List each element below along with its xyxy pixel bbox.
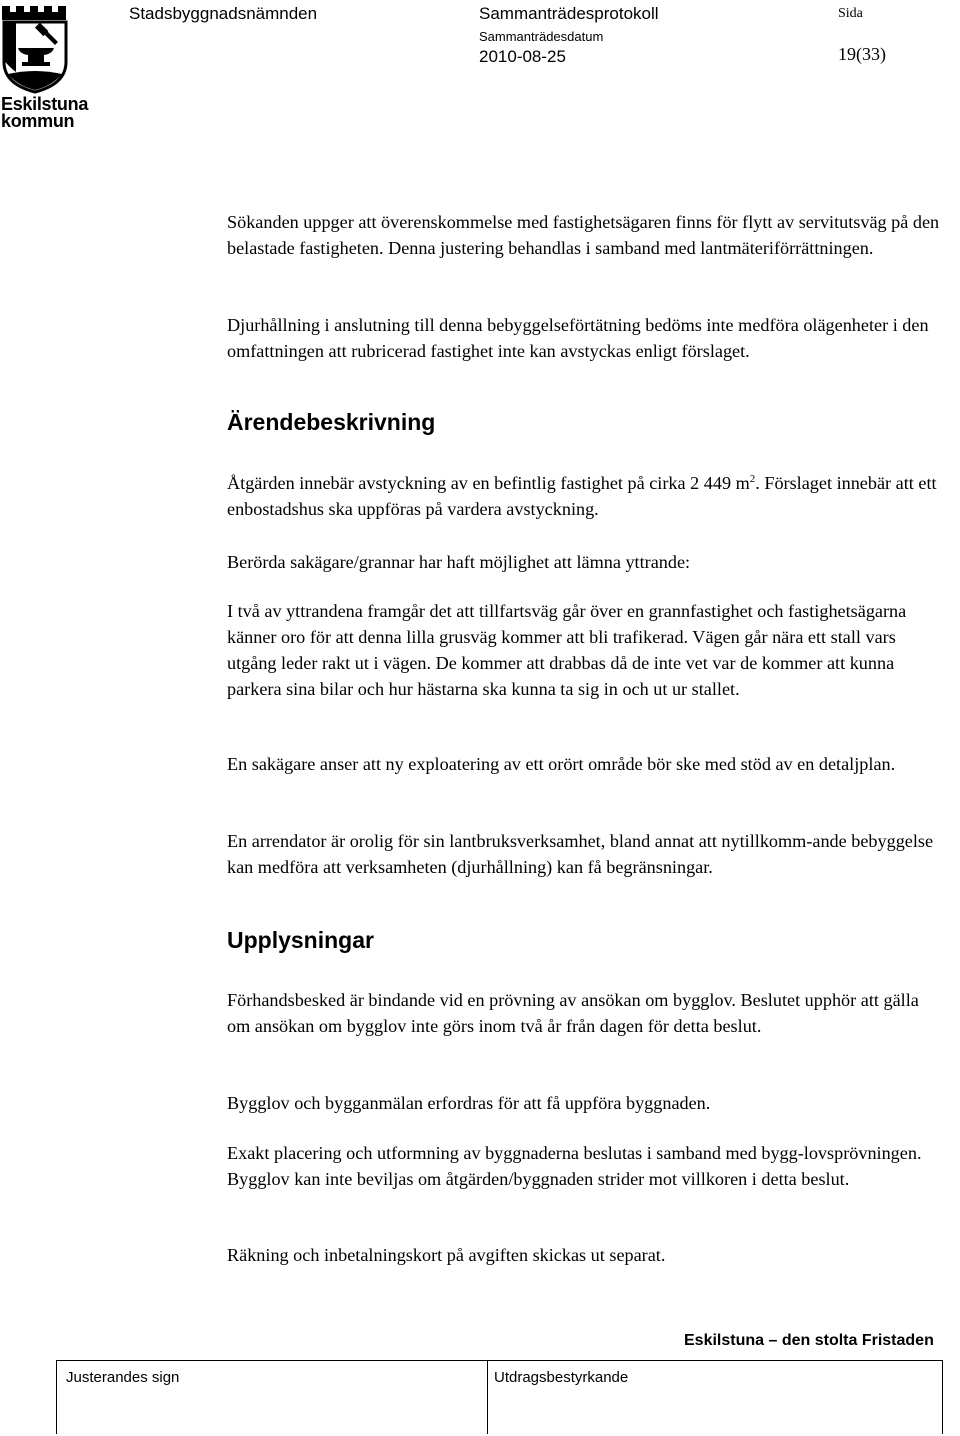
paragraph-tenant: En arrendator är orolig för sin lantbruksverksamhet, bland annat att nytillkomm-ande bebyggelse kan medföra att verksamheten (djurhållning) kan få begränsningar. [227, 831, 934, 877]
footer-divider [56, 1360, 943, 1361]
meeting-date-label: Sammanträdesdatum [479, 29, 604, 44]
heading-case-description: Ärendebeskrivning [227, 409, 436, 435]
signature-field-label: Justerandes sign [66, 1369, 180, 1386]
paragraph-invoice: Räkning och inbetalningskort på avgiften skickas ut separat. [227, 1245, 666, 1265]
paragraph-animal-husbandry: Djurhållning i anslutning till denna bebyggelseförtätning bedöms inte medföra olägenheter i den omfattningen att rubricerad fastighet inte kan avstyckas enligt förslaget. [227, 315, 929, 361]
heading-information: Upplysningar [227, 927, 374, 953]
coat-of-arms-icon [0, 2, 70, 94]
footer-border-left [56, 1360, 57, 1434]
city-slogan: Eskilstuna – den stolta Fristaden [684, 1332, 934, 1349]
page-number: 19(33) [838, 44, 886, 64]
document-type: Sammanträdesprotokoll [479, 4, 659, 23]
paragraph-binding-decision: Förhandsbesked är bindande vid en prövning av ansökan om bygglov. Beslutet upphör att gälla om ansökan om bygglov inte görs inom två år från dagen för detta beslut. [227, 990, 919, 1036]
certification-field-label: Utdragsbestyrkande [494, 1369, 629, 1386]
paragraph-statements: I två av yttrandena framgår det att tillfartsväg går över en grannfastighet och fastighetsägarna känner oro för att denna lilla grusväg kommer att bli trafikerad. Vägen går nära ett stall vars utgång leder rakt ut i vägen. De kommer att drabbas då de inte vet var de kommer att kunna parkera sina bilar och hur hästarna ska kunna ta sig in och ut ur stallet. [227, 601, 907, 699]
meeting-date: 2010-08-25 [479, 47, 566, 66]
paragraph-detailed-plan: En sakägare anser att ny exploatering av ett orört område bör ske med stöd av en detaljplan. [227, 754, 896, 774]
paragraph-permit-required: Bygglov och bygganmälan erfordras för att få uppföra byggnaden. [227, 1093, 711, 1113]
footer-border-right [942, 1360, 943, 1434]
page-label: Sida [838, 6, 863, 21]
municipality-logo [0, 2, 89, 132]
paragraph-subdivision: Åtgärden innebär avstyckning av en befintlig fastighet på cirka 2 449 $m^2$. Förslaget innebär att ett enbostadshus ska uppföras på vardera avstyckning. [227, 472, 937, 519]
footer-border-middle [487, 1360, 488, 1434]
paragraph-placement: Exakt placering och utformning av byggnaderna beslutas i samband med bygg-lovsprövningen. Bygglov kan inte beviljas om åtgärden/byggnaden strider mot villkoren i detta beslut. [227, 1143, 922, 1189]
paragraph-servitude: Sökanden uppger att överenskommelse med fastighetsägaren finns för flytt av servitutsväg på den belastade fastigheten. Denna justering behandlas i samband med lantmäteriförrättningen. [227, 212, 940, 258]
logo-wordmark: Eskilstuna kommun [1, 94, 89, 131]
paragraph-neighbours: Berörda sakägare/grannar har haft möjlighet att lämna yttrande: [227, 552, 691, 572]
committee-name: Stadsbyggnadsnämnden [129, 4, 318, 23]
